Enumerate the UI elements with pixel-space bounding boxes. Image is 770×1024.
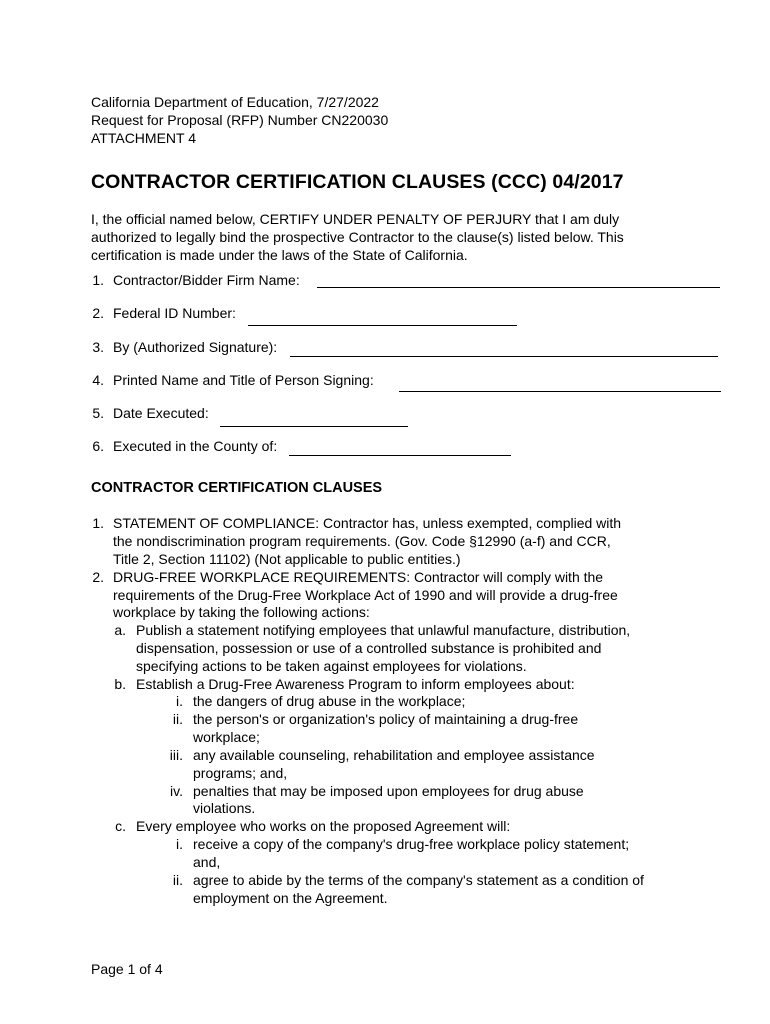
federal-id-blank[interactable] [248,325,517,326]
subclause-letter: b. [114,676,126,692]
intro-line-2: authorized to legally bind the prospective Contractor to the clause(s) listed below. This [91,229,624,245]
intro-line-3: certification is made under the laws of the State of California. [91,247,468,263]
item-text: and, [193,854,221,870]
item-text: receive a copy of the company's drug-free workplace policy statement; [193,836,630,852]
subclause-text: Establish a Drug-Free Awareness Program to inform employees about: [136,676,575,692]
field-number: 4. [92,372,104,388]
field-number: 1. [92,272,104,288]
intro-line-1: I, the official named below, CERTIFY UNDER PENALTY OF PERJURY that I am duly [91,211,620,227]
page-number: Page 1 of 4 [91,961,163,977]
date-executed-blank[interactable] [220,426,408,427]
firm-name-blank[interactable] [317,287,720,288]
item-text: penalties that may be imposed upon employees for drug abuse [193,783,584,799]
clause-text: requirements of the Drug-Free Workplace Act of 1990 and will provide a drug-free [113,587,618,603]
header-rfp: Request for Proposal (RFP) Number CN220030 [91,112,389,128]
field-label: Executed in the County of: [113,438,278,454]
clause-text: Title 2, Section 11102) (Not applicable to public entities.) [113,551,461,567]
item-text: programs; and, [193,765,288,781]
item-text: the person's or organization's policy of maintaining a drug-free [193,711,579,727]
item-text: workplace; [193,729,260,745]
subclause-text: specifying actions to be taken against employees for violations. [136,658,527,674]
field-label: Printed Name and Title of Person Signing: [113,372,374,388]
item-numeral: iii. [169,747,183,763]
item-numeral: ii. [172,711,183,727]
header-department: California Department of Education, 7/27/2022 [91,94,379,110]
clause-text: workplace by taking the following actions: [113,604,370,620]
field-number: 5. [92,405,104,421]
item-numeral: i. [176,693,183,709]
subclause-letter: a. [114,622,126,638]
field-label: Contractor/Bidder Firm Name: [113,272,300,288]
field-label: By (Authorized Signature): [113,339,278,355]
item-text: any available counseling, rehabilitation and employee assistance [193,747,595,763]
item-numeral: ii. [172,872,183,888]
clause-number: 2. [92,569,104,585]
header-attachment: ATTACHMENT 4 [91,130,197,146]
clause-text: STATEMENT OF COMPLIANCE: Contractor has, unless exempted, complied with [113,515,622,531]
subclause-letter: c. [115,818,126,834]
clause-number: 1. [92,515,104,531]
item-text: employment on the Agreement. [193,890,388,906]
item-text: violations. [193,800,256,816]
signature-blank[interactable] [290,356,718,357]
field-label: Federal ID Number: [113,305,236,321]
county-blank[interactable] [289,455,511,456]
subclause-text: dispensation, possession or use of a controlled substance is prohibited and [136,640,602,656]
field-number: 6. [92,438,104,454]
clause-text: the nondiscrimination program requirements. (Gov. Code §12990 (a-f) and CCR, [113,533,611,549]
field-number: 2. [92,305,104,321]
item-numeral: i. [176,836,183,852]
clause-text: DRUG-FREE WORKPLACE REQUIREMENTS: Contractor will comply with the [113,569,604,585]
page-title: CONTRACTOR CERTIFICATION CLAUSES (CCC) 04/2017 [91,171,624,193]
subclause-text: Every employee who works on the proposed Agreement will: [136,818,511,834]
section-heading: CONTRACTOR CERTIFICATION CLAUSES [91,480,383,496]
subclause-text: Publish a statement notifying employees that unlawful manufacture, distribution, [136,622,631,638]
item-text: the dangers of drug abuse in the workplace; [193,693,466,709]
field-label: Date Executed: [113,405,209,421]
printed-name-blank[interactable] [399,391,721,392]
field-number: 3. [92,339,104,355]
item-text: agree to abide by the terms of the company's statement as a condition of [193,872,644,888]
item-numeral: iv. [170,783,183,799]
